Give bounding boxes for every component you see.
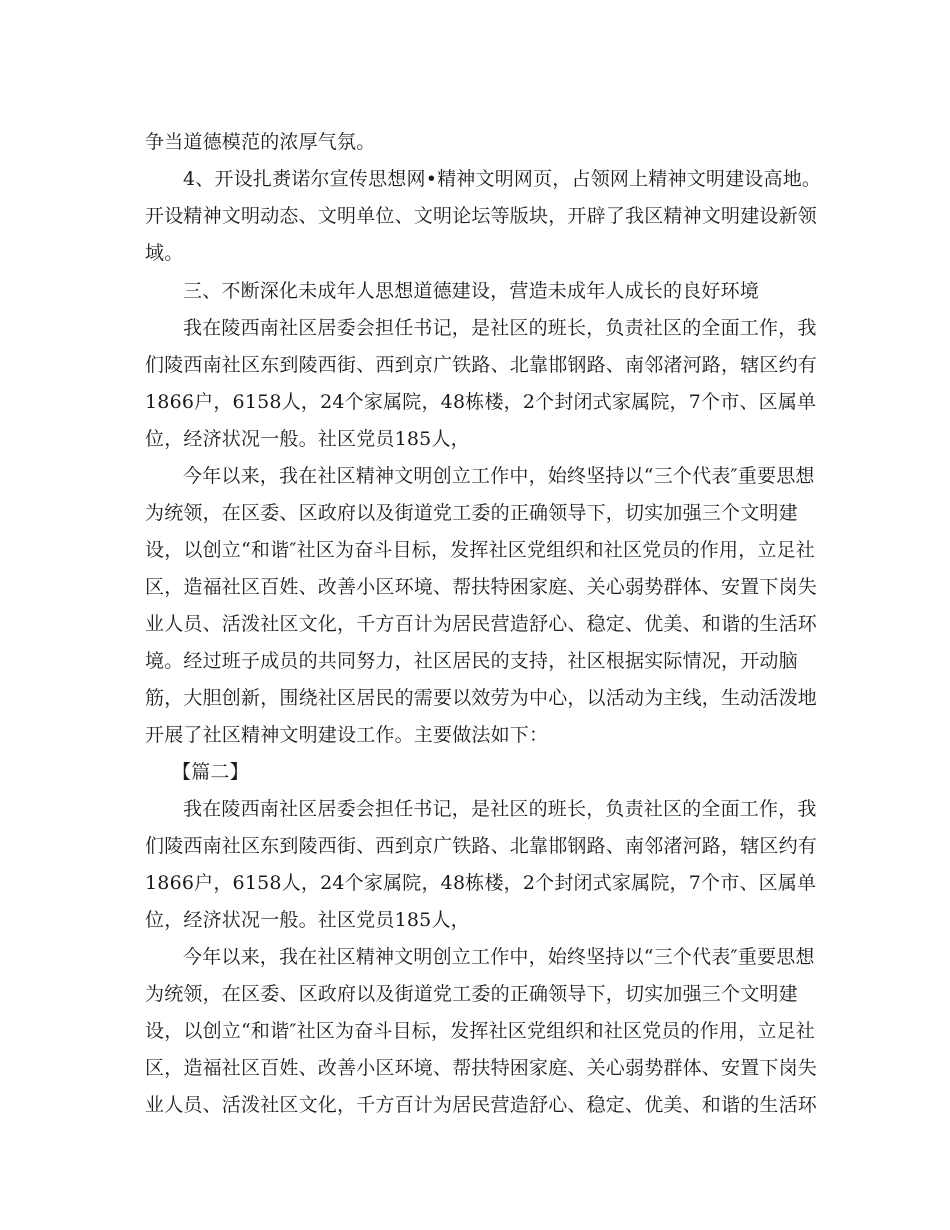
text-line: 争当道德模范的浓厚气氛。 bbox=[145, 131, 376, 153]
text-line: 域。 bbox=[145, 242, 184, 264]
text-line: 我在陵西南社区居委会担任书记，是社区的班长，负责社区的全面工作，我 bbox=[183, 798, 817, 820]
text-line: 境。经过班子成员的共同努力，社区居民的支持，社区根据实际情况，开动脑 bbox=[145, 650, 798, 672]
section-heading: 三、不断深化未成年人思想道德建设，营造未成年人成长的良好环境 bbox=[183, 280, 760, 302]
text-line: 们陵西南社区东到陵西街、西到京广铁路、北靠邯钢路、南邻渚河路，辖区约有 bbox=[145, 354, 818, 376]
text-line: 位，经济状况一般。社区党员185人， bbox=[145, 909, 470, 931]
text-line: 我在陵西南社区居委会担任书记，是社区的班长，负责社区的全面工作，我 bbox=[183, 317, 817, 339]
text-line: 1866户，6158人，24个家属院，48栋楼，2个封闭式家属院，7个市、区属单 bbox=[145, 391, 817, 413]
text-line: 业人员、活泼社区文化，千方百计为居民营造舒心、稳定、优美、和谐的生活环 bbox=[145, 613, 818, 635]
text-line: 设，以创立“和谐″社区为奋斗目标，发挥社区党组织和社区党员的作用，立足社 bbox=[145, 1020, 816, 1042]
text-line: 开展了社区精神文明建设工作。主要做法如下： bbox=[145, 724, 549, 746]
text-line: 筋，大胆创新，围绕社区居民的需要以效劳为中心，以活动为主线，生动活泼地 bbox=[145, 687, 818, 709]
text-line: 4、开设扎赉诺尔宣传思想网•精神文明网页，占领网上精神文明建设高地。 bbox=[183, 168, 822, 190]
text-line: 区，造福社区百姓、改善小区环境、帮扶特困家庭、关心弱势群体、安置下岗失 bbox=[145, 576, 818, 598]
text-line: 设，以创立“和谐″社区为奋斗目标，发挥社区党组织和社区党员的作用，立足社 bbox=[145, 539, 816, 561]
text-line: 1866户，6158人，24个家属院，48栋楼，2个封闭式家属院，7个市、区属单 bbox=[145, 872, 817, 894]
text-line: 区，造福社区百姓、改善小区环境、帮扶特困家庭、关心弱势群体、安置下岗失 bbox=[145, 1057, 818, 1079]
chapter-heading: 【篇二】 bbox=[172, 761, 249, 783]
text-line: 业人员、活泼社区文化，千方百计为居民营造舒心、稳定、优美、和谐的生活环 bbox=[145, 1094, 818, 1116]
text-line: 开设精神文明动态、文明单位、文明论坛等版块，开辟了我区精神文明建设新领 bbox=[145, 205, 818, 227]
text-line: 为统领，在区委、区政府以及街道党工委的正确领导下，切实加强三个文明建 bbox=[145, 983, 798, 1005]
text-line: 们陵西南社区东到陵西街、西到京广铁路、北靠邯钢路、南邻渚河路，辖区约有 bbox=[145, 835, 818, 857]
text-line: 位，经济状况一般。社区党员185人， bbox=[145, 428, 470, 450]
text-line: 今年以来，我在社区精神文明创立工作中，始终坚持以“三个代表″重要思想 bbox=[183, 946, 815, 968]
text-line: 为统领，在区委、区政府以及街道党工委的正确领导下，切实加强三个文明建 bbox=[145, 502, 798, 524]
text-line: 今年以来，我在社区精神文明创立工作中，始终坚持以“三个代表″重要思想 bbox=[183, 465, 815, 487]
